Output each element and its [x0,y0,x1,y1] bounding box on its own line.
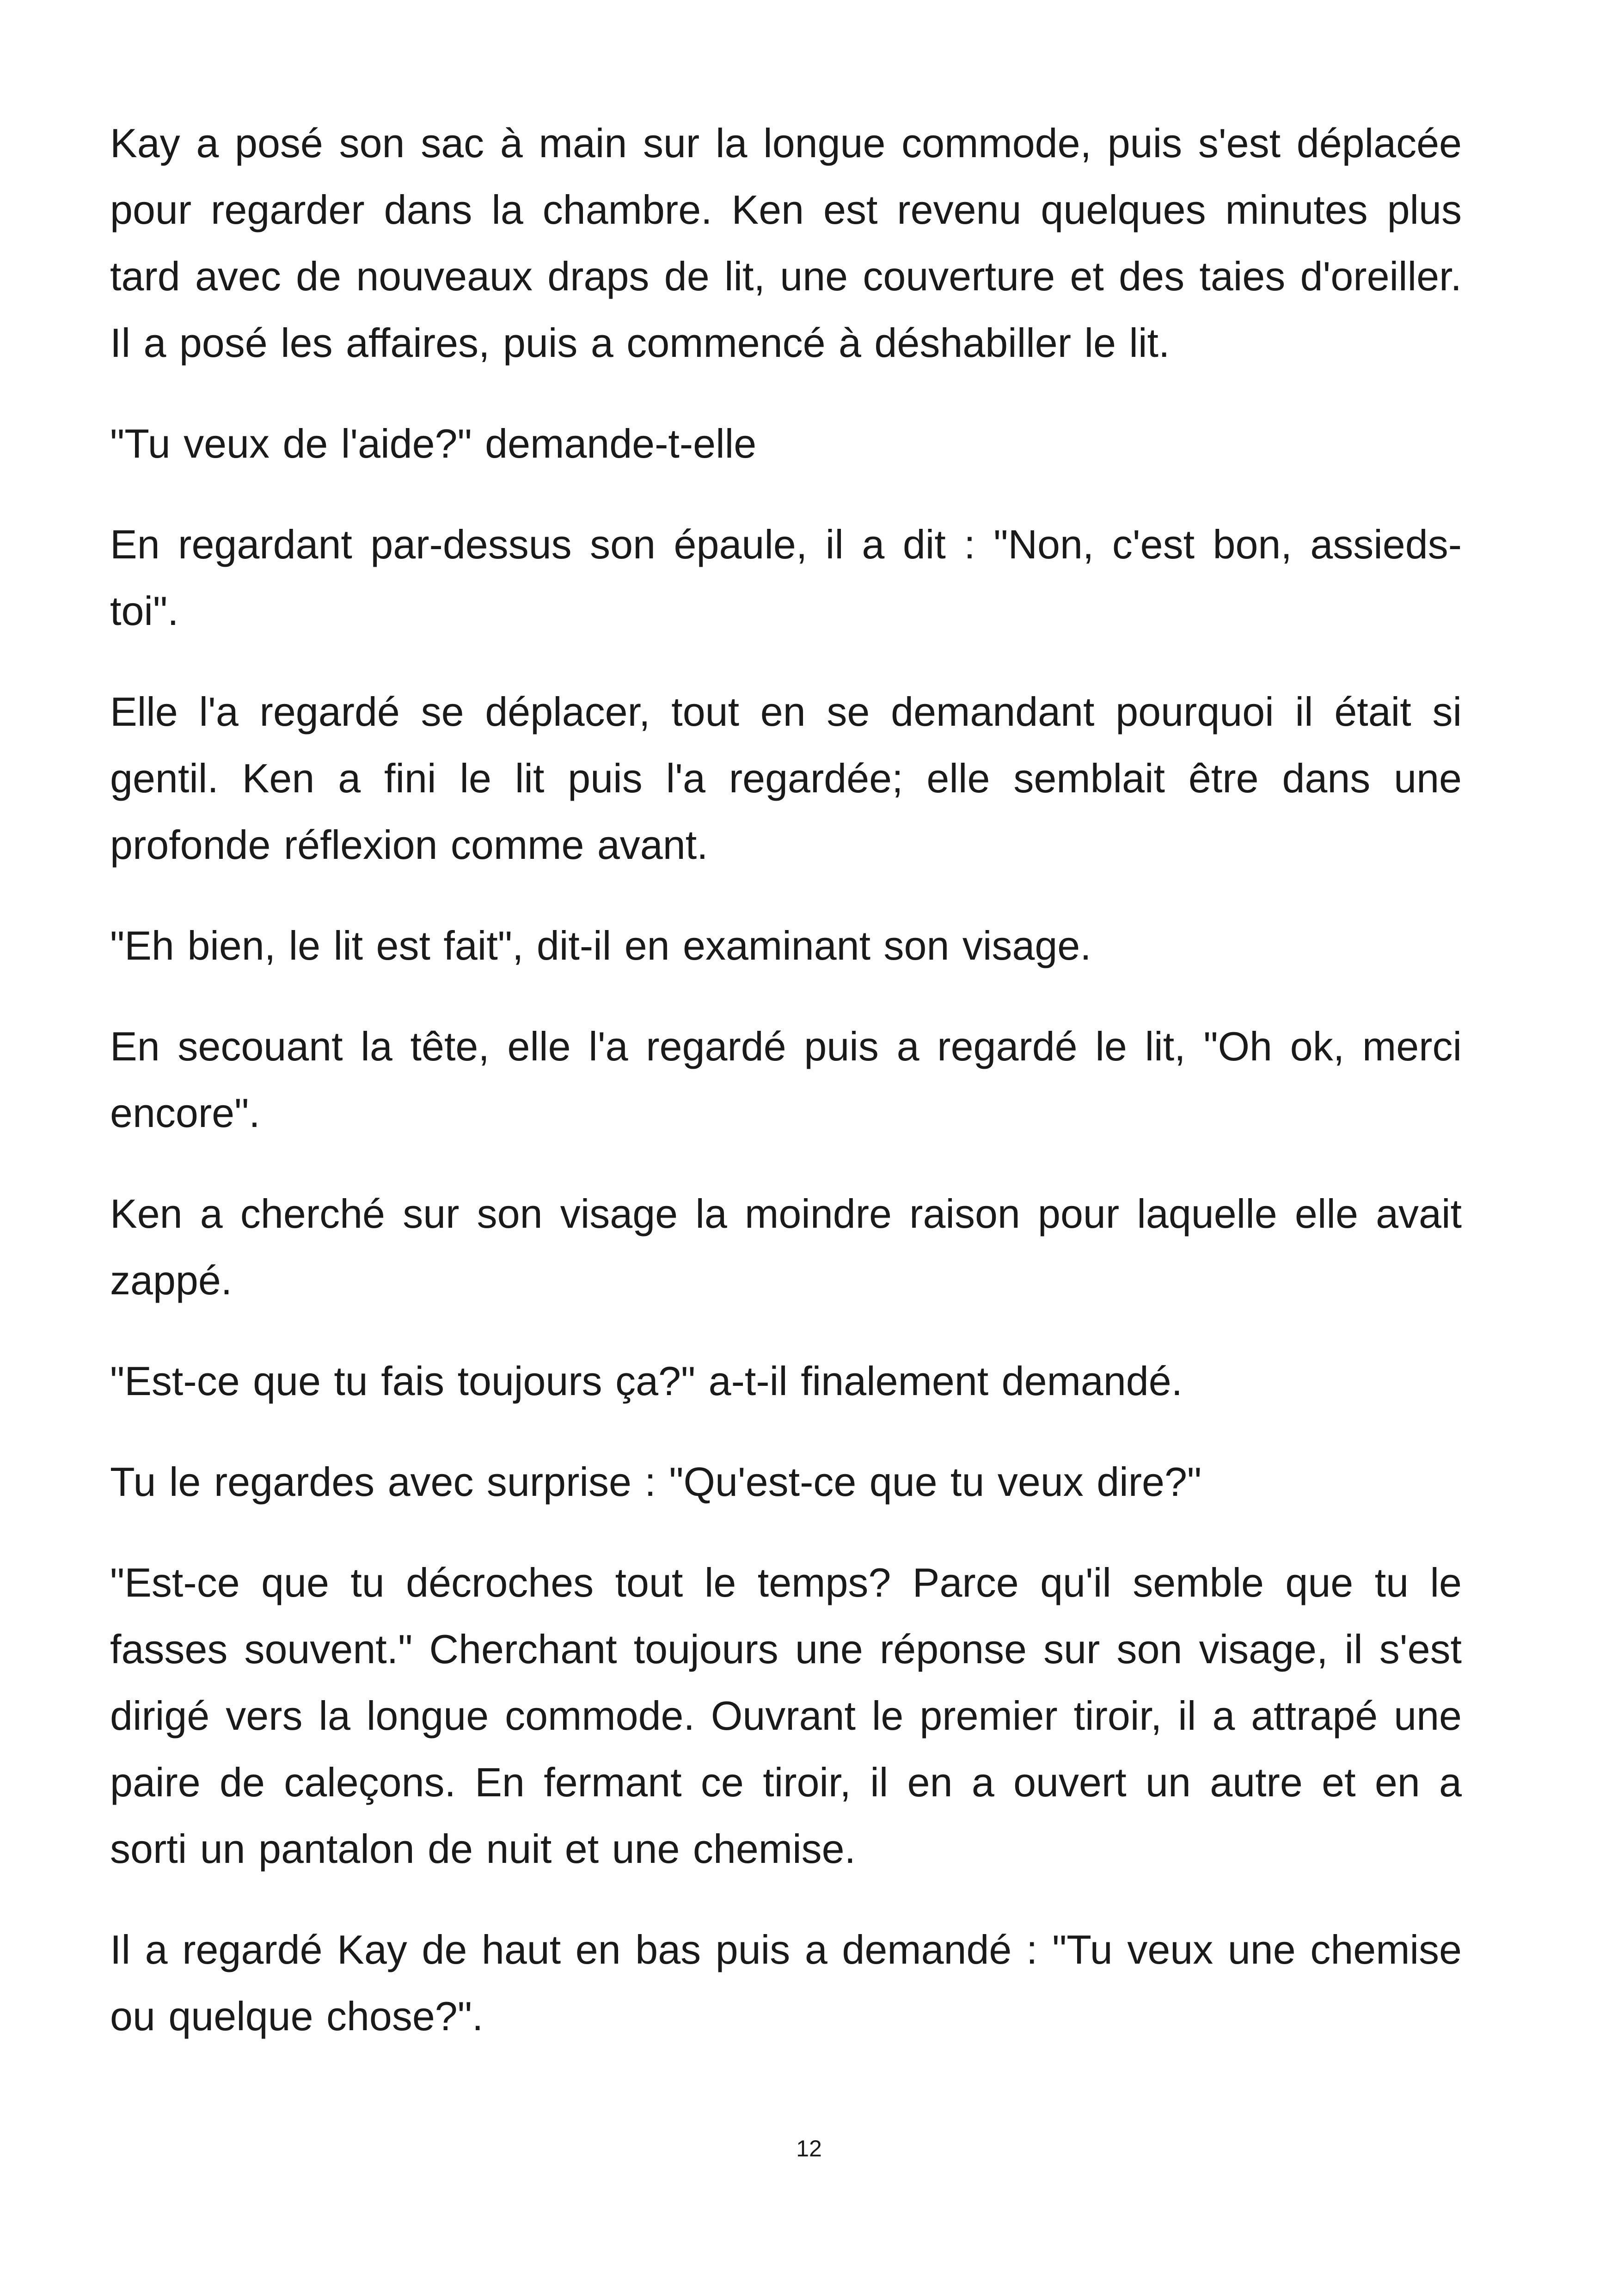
paragraph: En secouant la tête, elle l'a regardé puis a regardé le lit, "Oh ok, merci encore". [110,1023,1462,1136]
paragraph: Elle l'a regardé se déplacer, tout en se demandant pourquoi il était si gentil. Ken a fini le lit puis l'a regardée; elle semblait être dans une profonde réflexion comme avant. [110,689,1462,868]
paragraph: "Est-ce que tu décroches tout le temps? Parce qu'il semble que tu le fasses souvent." Cherchant toujours une réponse sur son visage, il s'est dirigé vers la longue commode. Ouvrant le premier tiroir, il a attrapé une paire de caleçons. En fermant ce tiroir, il en a ouvert un autre et en a sorti un pantalon de nuit et une chemise. [110,1560,1462,1872]
paragraph: Ken a cherché sur son visage la moindre raison pour laquelle elle avait zappé. [110,1191,1462,1303]
paragraph: "Est-ce que tu fais toujours ça?" a-t-il finalement demandé. [110,1358,1183,1404]
paragraph: En regardant par-dessus son épaule, il a dit : "Non, c'est bon, assieds-toi". [110,521,1462,634]
paragraph: Kay a posé son sac à main sur la longue commode, puis s'est déplacée pour regarder dans la chambre. Ken est revenu quelques minutes plus tard avec de nouveaux draps de lit, une couverture et des taies d'oreiller. Il a posé les affaires, puis a commencé à déshabiller le lit. [110,120,1462,366]
text-body [110,110,1462,2084]
paragraph: "Tu veux de l'aide?" demande-t-elle [110,421,757,466]
paragraph: "Eh bien, le lit est fait", dit-il en examinant son visage. [110,923,1091,968]
page-number: 12 [796,2136,822,2161]
paragraph: Tu le regardes avec surprise : "Qu'est-ce que tu veux dire?" [110,1459,1202,1505]
paragraph: Il a regardé Kay de haut en bas puis a demandé : "Tu veux une chemise ou quelque chose?". [110,1927,1462,2039]
